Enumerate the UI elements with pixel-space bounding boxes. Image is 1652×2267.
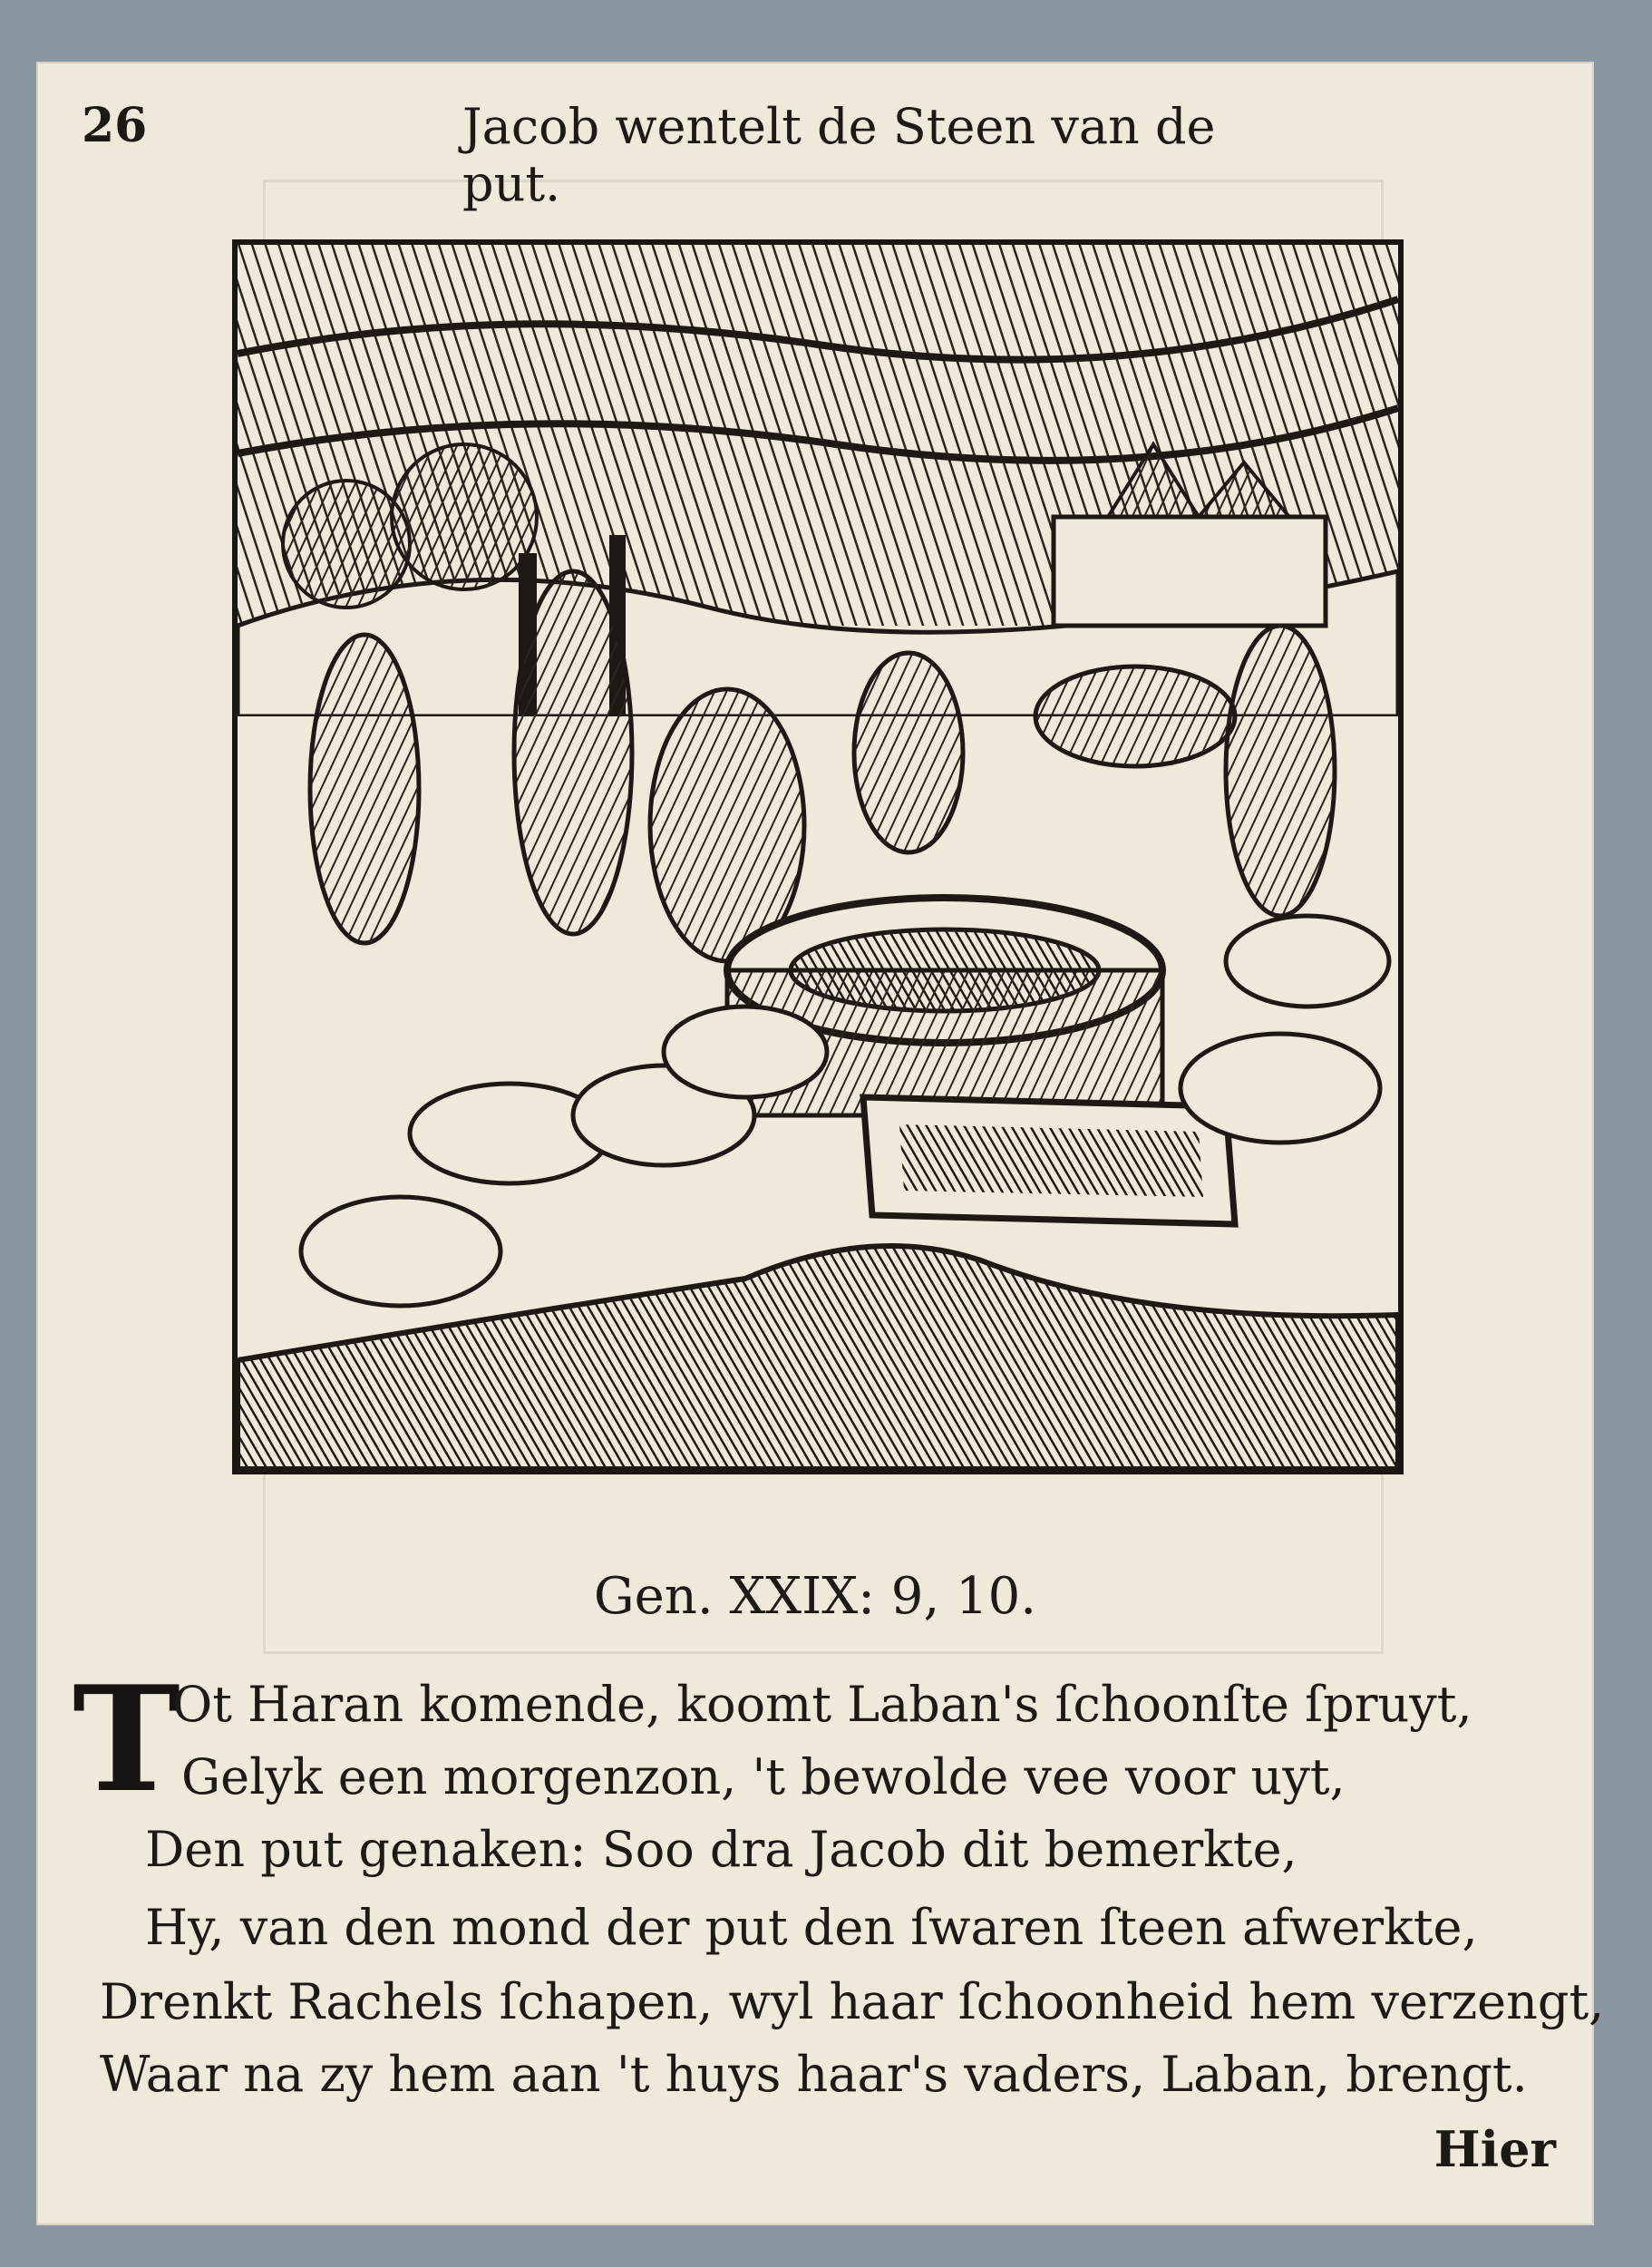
verse-line: Hy, van den mond der put den ſwaren ſteen afwerkte,	[145, 1899, 1478, 1956]
bible-reference: Gen. XXIX: 9, 10.	[593, 1567, 1037, 1626]
running-title: Jacob wentelt de Steen van de put.	[462, 98, 1216, 212]
drop-cap: T	[73, 1654, 181, 1824]
verse-line: Den put genaken: Soo dra Jacob dit bemerkte,	[145, 1821, 1297, 1878]
catchword: Hier	[1433, 2120, 1556, 2178]
page-number: 26	[82, 98, 148, 153]
verse-line: Gelyk een morgenzon, 't bewolde vee voor uyt,	[181, 1748, 1346, 1805]
woodcut-illustration-icon	[238, 245, 1398, 1469]
verse-line: Waar na zy hem aan 't huys haar's vaders, Laban, brengt.	[100, 2046, 1528, 2103]
book-page	[36, 62, 1605, 2225]
verse-line: Drenkt Rachels ſchapen, wyl haar ſchoonheid hem verzengt,	[100, 1973, 1605, 2030]
woodcut-illustration	[232, 239, 1404, 1474]
verse-line: Ot Haran komende, koomt Laban's ſchoonſte ſpruyt,	[172, 1676, 1472, 1733]
